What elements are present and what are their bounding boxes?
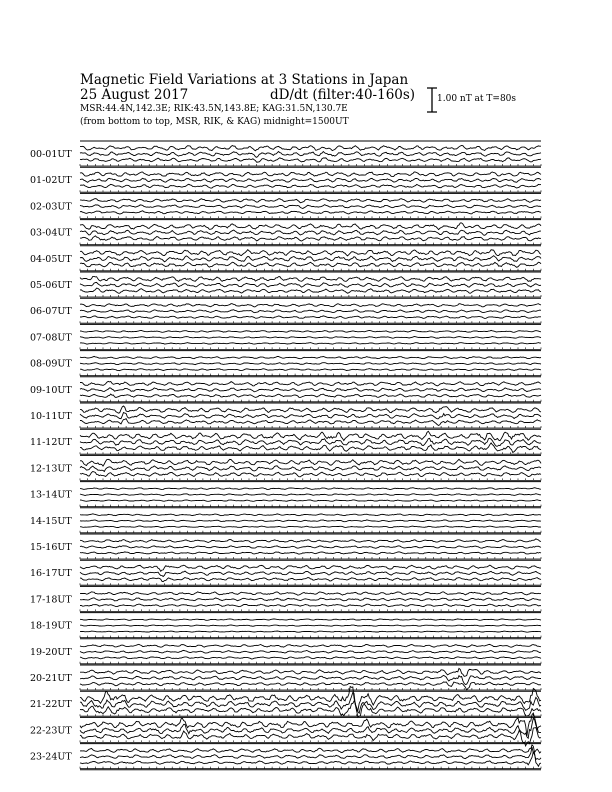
row-label: 03-04UT (30, 227, 72, 239)
scale-bar (427, 88, 437, 112)
trace-rik (80, 413, 541, 419)
trace-rik (80, 625, 541, 626)
trace-rik (80, 178, 541, 182)
trace-kag (80, 539, 541, 543)
row-label: 19-20UT (30, 646, 72, 658)
trace-msr (80, 369, 541, 371)
trace-kag (80, 668, 541, 676)
trace-kag (80, 276, 541, 281)
trace-msr (80, 262, 541, 267)
trace-kag (80, 146, 541, 151)
trace-rik (80, 256, 541, 262)
row-label: 01-02UT (30, 175, 72, 187)
row-label: 11-12UT (30, 437, 72, 449)
row-label: 15-16UT (30, 542, 72, 553)
trace-kag (80, 592, 541, 595)
row-label: 22-23UT (30, 725, 72, 737)
trace-rik (80, 747, 541, 759)
trace-rik (80, 388, 541, 392)
trace-msr (80, 472, 541, 477)
chart-title: Magnetic Field Variations at 3 Stations in Japan (80, 72, 409, 88)
trace-rik (80, 337, 541, 339)
trace-kag (80, 431, 541, 440)
trace-rik (80, 282, 541, 287)
trace-msr (80, 419, 541, 426)
row-label: 14-15UT (30, 515, 72, 527)
row-label: 16-17UT (30, 568, 72, 580)
trace-rik (80, 363, 541, 365)
row-label: 20-21UT (30, 673, 72, 684)
scale-bar-label: 1.00 nT at T=80s (437, 94, 517, 104)
trace-msr (80, 631, 541, 632)
row-label: 13-14UT (30, 489, 72, 501)
row-label: 04-05UT (30, 253, 72, 265)
chart-filter: dD/dt (filter:40-160s) (270, 87, 416, 103)
row-label: 09-10UT (30, 384, 72, 396)
trace-rik (80, 546, 541, 549)
row-label: 21-22UT (30, 699, 72, 711)
trace-rik (80, 310, 541, 313)
trace-rik (80, 598, 541, 601)
trace-rik (80, 650, 541, 653)
trace-rik (80, 693, 541, 714)
trace-kag (80, 565, 541, 571)
trace-rik (80, 152, 541, 158)
trace-msr (80, 211, 541, 214)
row-label: 17-18UT (30, 594, 72, 606)
trace-kag (80, 223, 541, 230)
trace-kag (80, 199, 541, 203)
trace-kag (80, 250, 541, 256)
trace-kag (80, 406, 541, 413)
trace-msr (80, 236, 541, 241)
trace-msr (80, 394, 541, 398)
row-label: 23-24UT (30, 751, 72, 763)
trace-kag (80, 330, 541, 332)
trace-msr (80, 526, 541, 528)
trace-kag (80, 644, 541, 647)
station-order-note: (from bottom to top, MSR, RIK, & KAG) midnight=1500UT (80, 117, 349, 127)
trace-rik (80, 494, 541, 496)
trace-msr (80, 578, 541, 582)
row-label: 12-13UT (30, 463, 72, 475)
trace-kag (80, 619, 541, 620)
trace-kag (80, 459, 541, 466)
row-label: 18-19UT (30, 620, 72, 632)
trace-msr (80, 288, 541, 293)
row-label: 06-07UT (30, 306, 72, 318)
trace-kag (80, 514, 541, 516)
trace-kag (80, 172, 541, 176)
row-label: 05-06UT (30, 280, 72, 291)
trace-rik (80, 571, 541, 576)
trace-msr (80, 552, 541, 554)
trace-rik (80, 230, 541, 235)
trace-rik (80, 466, 541, 472)
trace-msr (80, 752, 541, 767)
station-coordinates: MSR:44.4N,142.3E; RIK:43.5N,143.8E; KAG:31.5N,130.7E (80, 104, 348, 114)
trace-rik (80, 520, 541, 522)
trace-msr (80, 657, 541, 659)
row-label: 00-01UT (30, 149, 72, 160)
trace-msr (80, 316, 541, 319)
trace-kag (80, 356, 541, 358)
trace-msr (80, 158, 541, 163)
row-label: 02-03UT (30, 201, 72, 213)
row-label: 07-08UT (30, 332, 72, 344)
trace-rik (80, 438, 541, 446)
chart-date: 25 August 2017 (80, 87, 189, 103)
trace-kag (80, 745, 541, 753)
row-label: 08-09UT (30, 358, 72, 370)
row-label: 10-11UT (30, 411, 72, 422)
trace-kag (80, 381, 541, 386)
trace-msr (80, 343, 541, 345)
trace-kag (80, 304, 541, 307)
trace-kag (80, 488, 541, 490)
trace-msr (80, 500, 541, 502)
trace-msr (80, 184, 541, 188)
trace-msr (80, 604, 541, 607)
trace-rik (80, 205, 541, 209)
